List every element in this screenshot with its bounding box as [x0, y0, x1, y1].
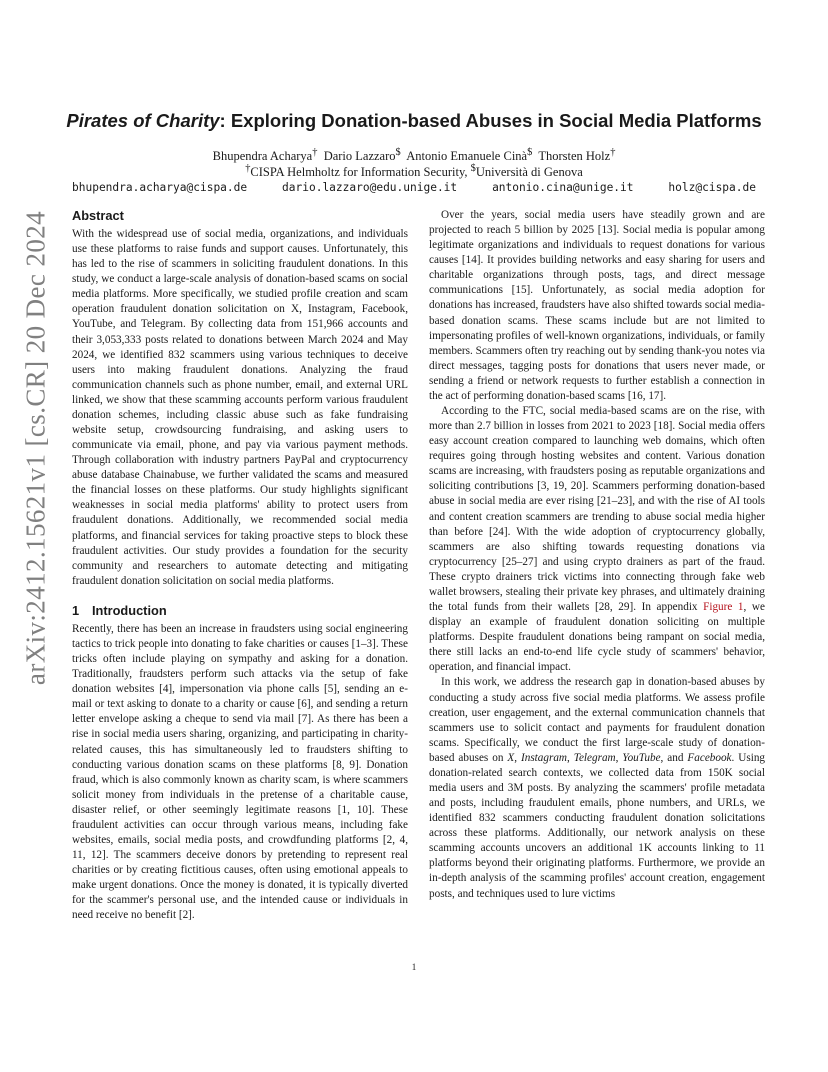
- author-affiliation-mark: †: [312, 147, 318, 158]
- author-email: holz@cispa.de: [668, 181, 756, 194]
- author-affiliation-mark: $: [395, 147, 401, 158]
- author-affiliation-mark: †: [610, 147, 616, 158]
- platform-facebook: Facebook: [687, 751, 732, 764]
- affiliation-mark: †: [245, 163, 251, 174]
- separator: ,: [615, 751, 623, 764]
- intro-paragraph-2: Over the years, social media users have steadily grown and are projected to reach 5 billion by 2025 [13]. Social media is popular among legitimate organizations and individuals to request donations for various causes [14]. It provides building networks and easy sharing for users and charitable organizations through posts, tags, and direct message communications [15]. Unfortunately, as social media adoption for donations has increased, fraudsters have also shifted towards social media-based donation scams. These scams include but are not limited to impersonating profiles of well-known organizations, individuals, or family members. Scammers often try reaching out by sending thank-you notes via direct messages, tagging posts for donations that users never made, or sending a friend or network requests to further establish a connection in the act of performing donation-based scams [16, 17].: [429, 209, 765, 402]
- author-affiliation-mark: $: [527, 147, 533, 158]
- author-email: bhupendra.acharya@cispa.de: [72, 181, 248, 194]
- left-column: [72, 208, 408, 923]
- affiliation-mark: $: [470, 163, 476, 174]
- intro-paragraph-4: [429, 675, 765, 901]
- intro-paragraph-3: [429, 404, 765, 675]
- paragraph-text: According to the FTC, social media-based scams are on the rise, with more than 2.7 billion in losses from 2021 to 2023 [18]. Social media offers easy account creation compared to launching web domains, which often requires going through hosting websites and content. Various donation scams are increasing, with fraudsters posing as reputable organizations and soliciting contributions [3, 19, 20]. Scammers performing donation-based abuse in social media are ever rising [21–23], and with the rise of AI tools and content creation scammers are trending to abuse social media higher than before [24]. With the wide adoption of cryptocurrency globally, scammers are also shifting towards requesting donations via cryptocurrency [25–27] and using crypto drainers as part of the fraud. These crypto drainers trick victims into connecting through fake web wallet browsers, stealing their private key phrases, and ultimately draining the total funds from their wallets [28, 29]. In appendix: [429, 405, 765, 614]
- platform-instagram: Instagram: [521, 751, 567, 764]
- figure-1-link[interactable]: Figure 1: [703, 601, 744, 614]
- paper-title-italic: Pirates of Charity: [66, 110, 220, 131]
- section-number: 1: [72, 602, 80, 618]
- right-column: [429, 208, 765, 902]
- introduction-heading: [72, 603, 408, 618]
- separator: ,: [567, 751, 574, 764]
- affiliation-genova: Università di Genova: [475, 165, 583, 180]
- arxiv-identifier-stamp: arXiv:2412.15621v1 [cs.CR] 20 Dec 2024: [20, 210, 51, 686]
- section-title: Introduction: [92, 602, 167, 618]
- paper-title: [60, 110, 768, 132]
- paper-title-rest: : Exploring Donation-based Abuses in Social Media Platforms: [219, 110, 762, 131]
- paragraph-text: In this work, we address the research gap in donation-based abuses by conducting a study across five social media platforms. We assess profile creation, user engagement, and the external communication channels that scammers use to solicit contact and payments for fraudulent donation scams. Specifically, we conduct the first large-scale study of donation-based abuses on: [429, 676, 765, 764]
- author-emails: [72, 181, 756, 194]
- author-list: [60, 147, 768, 164]
- affiliation-cispa: CISPA Helmholtz for Information Security,: [250, 165, 471, 180]
- intro-paragraph-1: Recently, there has been an increase in fraudsters using social engineering tactics to trick people into donating to fake charities or causes [1–3]. These tricks often include playing on sympathy and asking for a donation. Traditionally, fraudsters perform such attacks via the setup of fake donation websites [4], impersonation via phone calls [5], sending an e-mail or text asking to donate to a charity or cause [6], and sending a return letter envelope asking a cheque to send via mail [7]. As there has been a rise in social media users sharing, organizing, and participating in charity-related causes, this has simultaneously led to fraudsters shifting to conducting various donation scams on these platforms [8, 9]. Donation fraud, which is also commonly known as charity scam, is where scammers solicit money from individuals in the pretense of a charitable cause, disaster relief, or other seemingly legitimate reasons [1, 10]. These fraudulent activities can occur through various means, including fake websites, emails, social media posts, and crowdfunding platforms [2, 4, 11, 12]. The scammers deceive donors by pretending to represent real charities or by creating fictitious causes, often using emotional appeals to make urgent donations. Once the money is donated, it is typically diverted for the scammer's personal use, and the intended cause or individuals in need receive no benefit [2].: [72, 622, 408, 922]
- separator: , and: [660, 751, 688, 764]
- paragraph-text: , we display an example of fraudulent donation soliciting on multiple platforms. Despite fraudulent donations being rampant on social media, there still lacks an end-to-end life cycle study of scammers' behavior, operation, and financial impact.: [429, 601, 765, 674]
- paragraph-text: . Using donation-related search contexts, we collected data from 150K social media users and 3M posts. By analyzing the scammers' profile metadata and posts, including fraudulent emails, phone numbers, and URLs, we identified 832 scammers conducting fraudulent donation solicitations across these platforms. Additionally, our network analysis on these scamming accounts uncovers an additional 1K accounts linking to 11 platforms beyond their originating platforms. Furthermore, we provide an in-depth analysis of the scamming profiles' account creation, engagement posts, and techniques used to lure victims: [429, 751, 766, 900]
- abstract-text: With the widespread use of social media, organizations, and individuals use these platforms to raise funds and support causes. Unfortunately, this has led to the rise of scammers in soliciting fraudulent donations. In this study, we conduct a large-scale analysis of donation-based scams on social media platforms. More specifically, we studied profile creation and scam operation fraudulent donation solicitation on X, Instagram, Facebook, YouTube, and Telegram. By collecting data from 151,966 accounts and their 3,053,333 posts related to donations between March 2024 and May 2024, we identified 832 scammers using various techniques to deceive users into making fraudulent donations. Analyzing the fraud communication channels such as phone number, email, and external URL linked, we show that these scamming accounts perform various fraudulent donation schemes, including classic abuse such as fake fundraising website setup, crowdsourcing fundraising, and asking users to communicate via email, phone, and pay via various payment methods. Through collaboration with industry partners PayPal and cryptocurrency abuse database Chainabuse, we further validated the scams and measured the financial losses on these platforms. Our study highlights significant weaknesses in social media platforms' ability to protect users from fraudulent donations. Additionally, we recommended social media platforms, and financial services for taking proactive steps to block these fraudulent activities. Our study provides a foundation for the security community and researchers to automate detecting and mitigating fraudulent donation solicitation on social media platforms.: [72, 228, 408, 587]
- author-email: dario.lazzaro@edu.unige.it: [282, 181, 458, 194]
- affiliation-line: [60, 163, 768, 180]
- platform-telegram: Telegram: [573, 751, 616, 764]
- platform-youtube: YouTube: [622, 751, 661, 764]
- author-name: Dario Lazzaro: [323, 149, 396, 164]
- author-name: Antonio Emanuele Cinà: [406, 149, 528, 164]
- author-name: Thorsten Holz: [538, 149, 611, 164]
- author-email: antonio.cina@unige.it: [492, 181, 634, 194]
- author-name: Bhupendra Acharya: [212, 149, 313, 164]
- platform-x: X: [507, 751, 515, 764]
- separator: ,: [514, 751, 521, 764]
- page-number: 1: [411, 962, 417, 972]
- abstract-heading: Abstract: [72, 208, 124, 223]
